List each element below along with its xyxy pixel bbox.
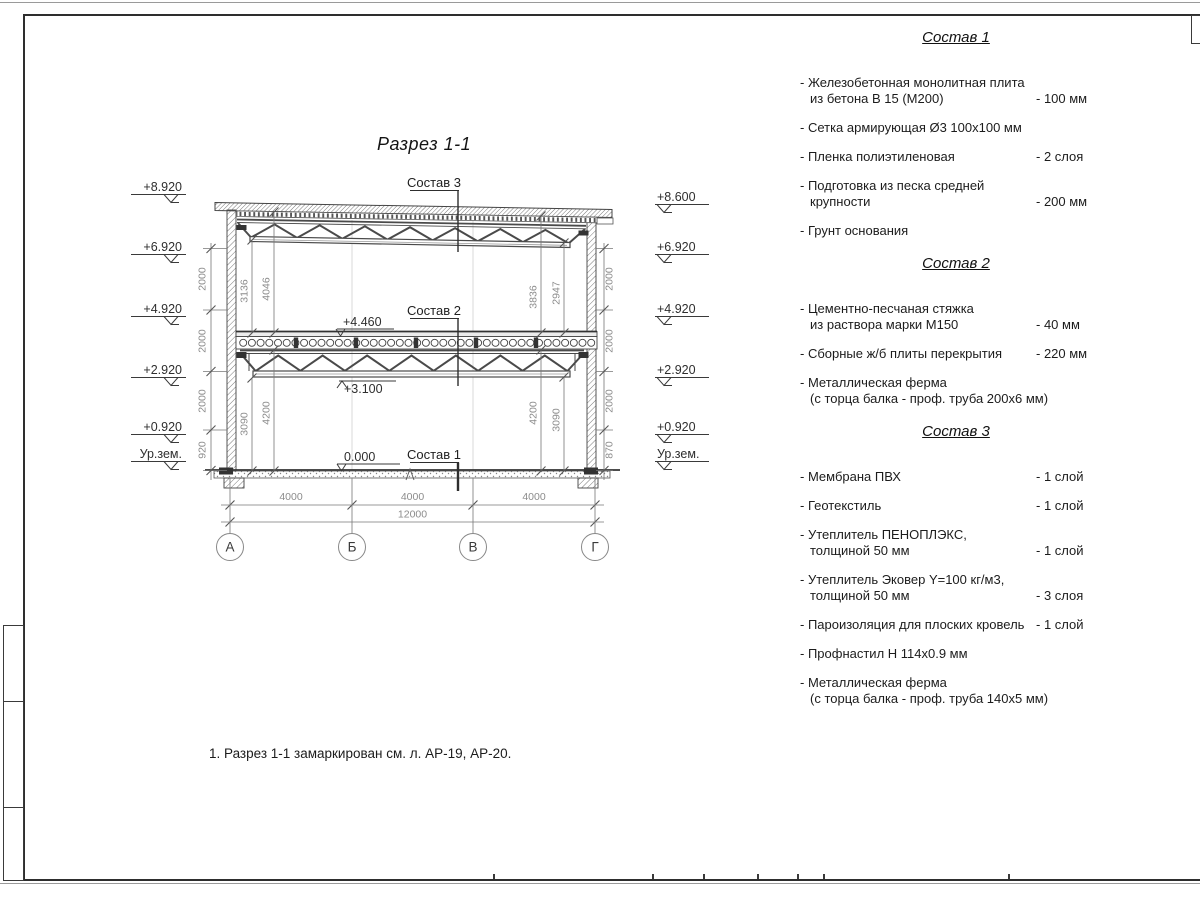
floor-package [236,332,597,350]
footing-left [224,478,244,488]
spec-item: - Подготовка из песка средней крупности - 200 мм [800,178,1112,210]
spec-item-value: - 1 слой [1036,469,1084,484]
leader-label-sostav1: Состав 1 [407,447,461,462]
elevation-mark-left: +6.920 [143,240,182,254]
section-drawing [120,118,760,588]
spec-title: Состав 1 [922,29,990,46]
elevation-mark-right: +8.600 [657,190,696,204]
spec-item: - Утеплитель ПЕНОПЛЭКС, толщиной 50 мм - 1 слой [800,527,1112,559]
dim-chain-left: 920 [196,441,209,459]
elevation-mark-left: +2.920 [143,363,182,377]
dim-inner: 3136 [238,279,251,303]
dim-12000: 12000 [397,508,428,521]
dim-chain-right: 870 [603,441,616,459]
dim-4000: 4000 [400,491,425,503]
note-text: 1. Разрез 1-1 замаркирован см. л. АР-19, АР-20. [209,746,512,761]
wall-base-left [219,468,233,475]
spec-item-value: - 40 мм [1036,317,1080,332]
spec-item-value: - 3 слоя [1036,588,1084,603]
dim-chain-right: 2000 [603,267,616,291]
corner-stamp-box [1191,15,1200,44]
titleblock-tick [757,874,759,879]
elevation-mark-left: +4.920 [143,302,182,316]
dim-inner: 3090 [550,408,563,432]
dim-inner: 2947 [550,281,563,305]
axis-label: Б [347,539,357,555]
leader-label-sostav3: Состав 3 [407,175,461,190]
dim-inner: 4200 [260,401,273,425]
elevation-mark-right: +2.920 [657,363,696,377]
level-mark-floor0: 0.000 [344,450,376,464]
spec-block-sostav2 [800,254,1112,420]
spec-item: - Железобетонная монолитная плита из бетона В 15 (М200) - 100 мм [800,75,1112,107]
axis-label: А [225,539,235,555]
floor-truss [237,351,589,378]
axis-bubbles [217,534,609,561]
elevation-mark-left: Ур.зем. [139,447,182,461]
page-edge-top [0,2,1200,3]
dimension-ticks [207,208,609,527]
roof-truss [237,220,589,248]
spec-title: Состав 2 [922,255,990,272]
dim-chain-left: 2000 [196,267,209,291]
floor-truss-bearing-left [237,352,247,358]
spec-item: - Сборные ж/б плиты перекрытия - 220 мм [800,346,1112,362]
dim-chain-left: 2000 [196,389,209,413]
titleblock-tick [493,874,495,879]
roof-truss-bearing-left [237,225,247,230]
spec-item: - Металлическая ферма (с торца балка - проф. труба 200х6 мм) [800,375,1049,406]
spec-item-value: - 220 мм [1036,346,1088,361]
wall-base-right [584,468,598,475]
spec-item: - Цементно-песчаная стяжка из раствора марки М150 - 40 мм [800,301,1112,333]
bottom-dimension-lines [221,478,604,534]
titleblock-tick [823,874,825,879]
spec-item-value: - 100 мм [1036,91,1088,106]
spec-item-value: - 1 слой [1036,543,1084,558]
spec-item: - Пленка полиэтиленовая - 2 слоя [800,149,1112,165]
spec-item: - Геотекстиль - 1 слой [800,498,1112,514]
spec-item-value: - 1 слой [1036,617,1084,632]
spec-item-value: - 2 слоя [1036,149,1084,164]
margin-stamp-box-1 [3,625,24,703]
drawing-title: Разрез 1-1 [377,134,472,154]
level-mark-truss2: +3.100 [344,382,383,396]
dim-inner: 3090 [238,412,251,436]
elevation-mark-left: +8.920 [143,180,182,194]
ground-slab [205,468,620,489]
margin-stamp-box-3 [3,807,24,881]
dim-4000: 4000 [279,491,303,503]
left-wall [227,210,236,471]
roof-fascia [597,218,613,224]
elevation-mark-left: +0.920 [143,420,182,434]
level-mark-slab2: +4.460 [343,315,382,329]
elevation-mark-right: +6.920 [657,240,696,254]
roof-truss-bearing-right [579,231,589,236]
axis-label: В [468,539,478,555]
titleblock-tick [652,874,654,879]
spec-item-value: - 200 мм [1036,194,1088,209]
titleblock-tick [703,874,705,879]
spec-item: - Металлическая ферма (с торца балка - проф. труба 140х5 мм) [800,675,1049,706]
dim-inner: 4200 [527,401,540,425]
axis-label: Г [591,539,599,555]
spec-item: - Грунт основания [800,223,909,238]
spec-item: - Сетка армирующая Ø3 100х100 мм [800,120,1022,135]
margin-stamp-box-2 [3,701,24,809]
dim-chain-right: 2000 [603,389,616,413]
elevation-mark-right: +4.920 [657,302,696,316]
spec-block-sostav3 [800,422,1112,720]
dim-chain-right: 2000 [603,329,616,353]
dim-4000: 4000 [522,491,546,503]
frame-bottom [23,879,1200,881]
dim-inner: 4046 [260,277,273,301]
page-edge-bottom [0,883,1200,884]
floor-truss-bearing-right [579,352,589,358]
dim-chain-left: 2000 [196,329,209,353]
spec-item: - Пароизоляция для плоских кровель - 1 слой [800,617,1112,633]
spec-item: - Мембрана ПВХ - 1 слой [800,469,1112,485]
titleblock-tick [1008,874,1010,879]
elevation-mark-right: Ур.зем. [657,447,700,461]
frame-top [23,14,1200,16]
spec-item: - Профнастил Н 114х0.9 мм [800,646,968,661]
elevation-mark-right: +0.920 [657,420,696,434]
spec-item: - Утеплитель Эковер Y=100 кг/м3, толщиной 50 мм - 3 слоя [800,572,1112,604]
spec-title: Состав 3 [922,423,990,440]
floor-truss-diagonals [256,356,567,371]
spec-block-sostav1 [800,28,1112,252]
titleblock-tick [797,874,799,879]
spec-item-value: - 1 слой [1036,498,1084,513]
leader-label-sostav2: Состав 2 [407,303,461,318]
dim-inner: 3836 [527,285,540,309]
